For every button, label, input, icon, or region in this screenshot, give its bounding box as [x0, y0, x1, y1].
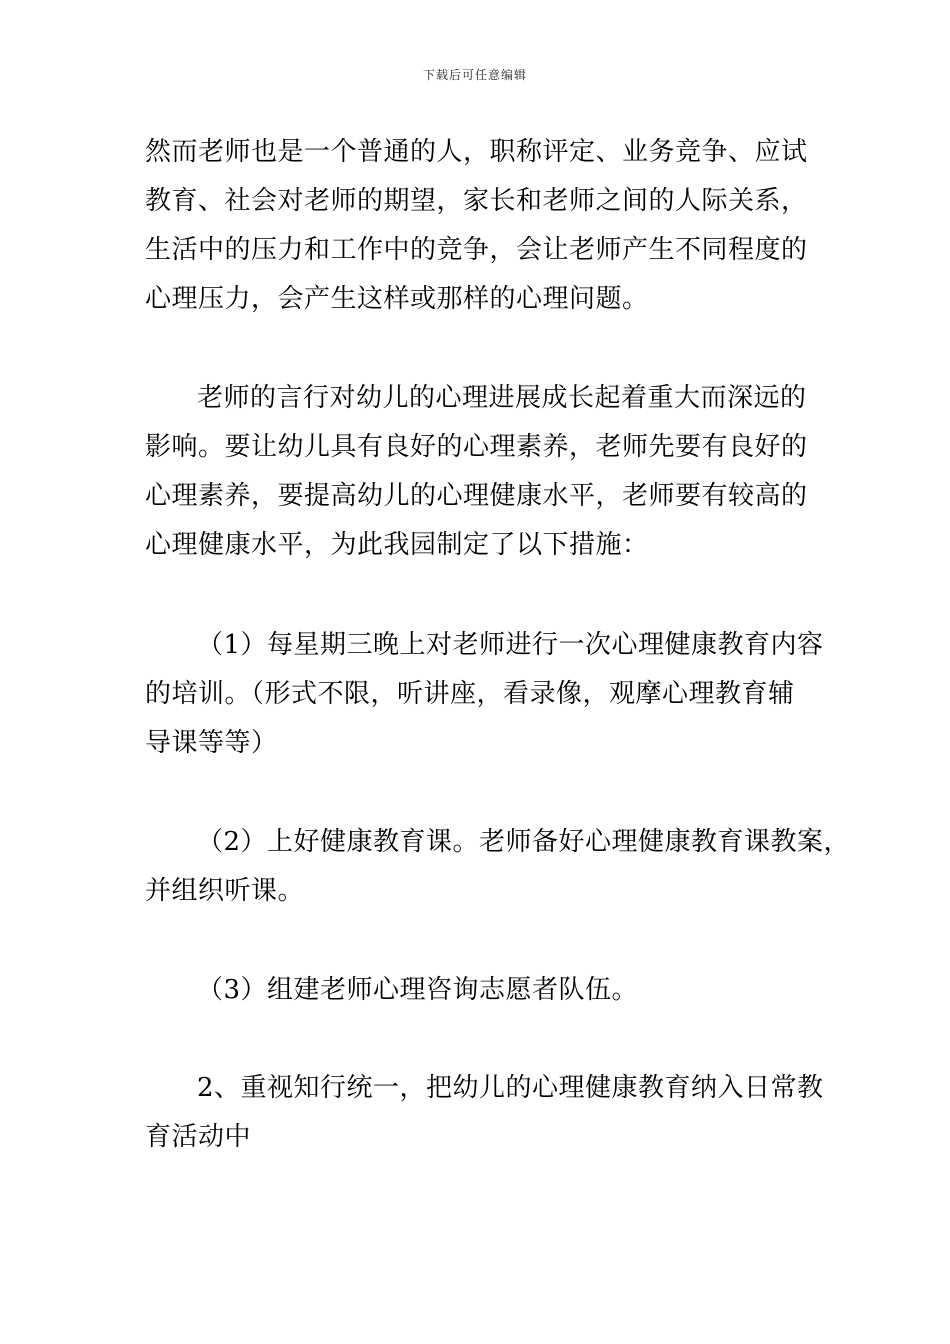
paragraph-2-line-4: 心理健康水平，为此我园制定了以下措施：: [145, 530, 649, 560]
paragraph-1-line-3: 生活中的压力和工作中的竞争，会让老师产生不同程度的: [145, 235, 808, 265]
paragraph-6-line-1: 2、重视知行统一，把幼儿的心理健康教育纳入日常教: [197, 1073, 824, 1103]
paragraph-6-line-2: 育活动中: [145, 1122, 252, 1152]
paragraph-2-line-2: 影响。要让幼儿具有良好的心理素养，老师先要有良好的: [145, 432, 808, 462]
paragraph-2-line-1: 老师的言行对幼儿的心理进展成长起着重大而深远的: [197, 383, 807, 413]
paragraph-5-line-1: （3）组建老师心理咨询志愿者队伍。: [197, 975, 639, 1005]
paragraph-3-line-1: （1）每星期三晚上对老师进行一次心理健康教育内容: [197, 630, 824, 660]
paragraph-1-line-4: 心理压力，会产生这样或那样的心理问题。: [145, 284, 649, 314]
paragraph-3-line-2: 的培训。（形式不限，听讲座，看录像，观摩心理教育辅: [145, 679, 795, 709]
paragraph-1-line-2: 教育、社会对老师的期望，家长和老师之间的人际关系，: [145, 186, 808, 216]
paragraph-3: [145, 621, 824, 768]
paragraph-6: [145, 1064, 824, 1162]
paragraph-1-line-1: 然而老师也是一个普通的人，职称评定、业务竞争、应试: [145, 137, 808, 167]
paragraph-2-line-3: 心理素养，要提高幼儿的心理健康水平，老师要有较高的: [145, 481, 808, 511]
paragraph-4-line-1: （2）上好健康教育课。老师备好心理健康教育课教案，: [197, 827, 851, 857]
paragraph-3-line-3: 导课等等）: [145, 728, 278, 758]
paragraph-1: [145, 128, 810, 324]
paragraph-4: [145, 818, 851, 916]
header-note: 下载后可任意编辑: [422, 68, 527, 82]
paragraph-4-line-2: 并组织听课。: [145, 876, 305, 906]
paragraph-2: [145, 374, 810, 570]
paragraph-5: [145, 966, 810, 1015]
